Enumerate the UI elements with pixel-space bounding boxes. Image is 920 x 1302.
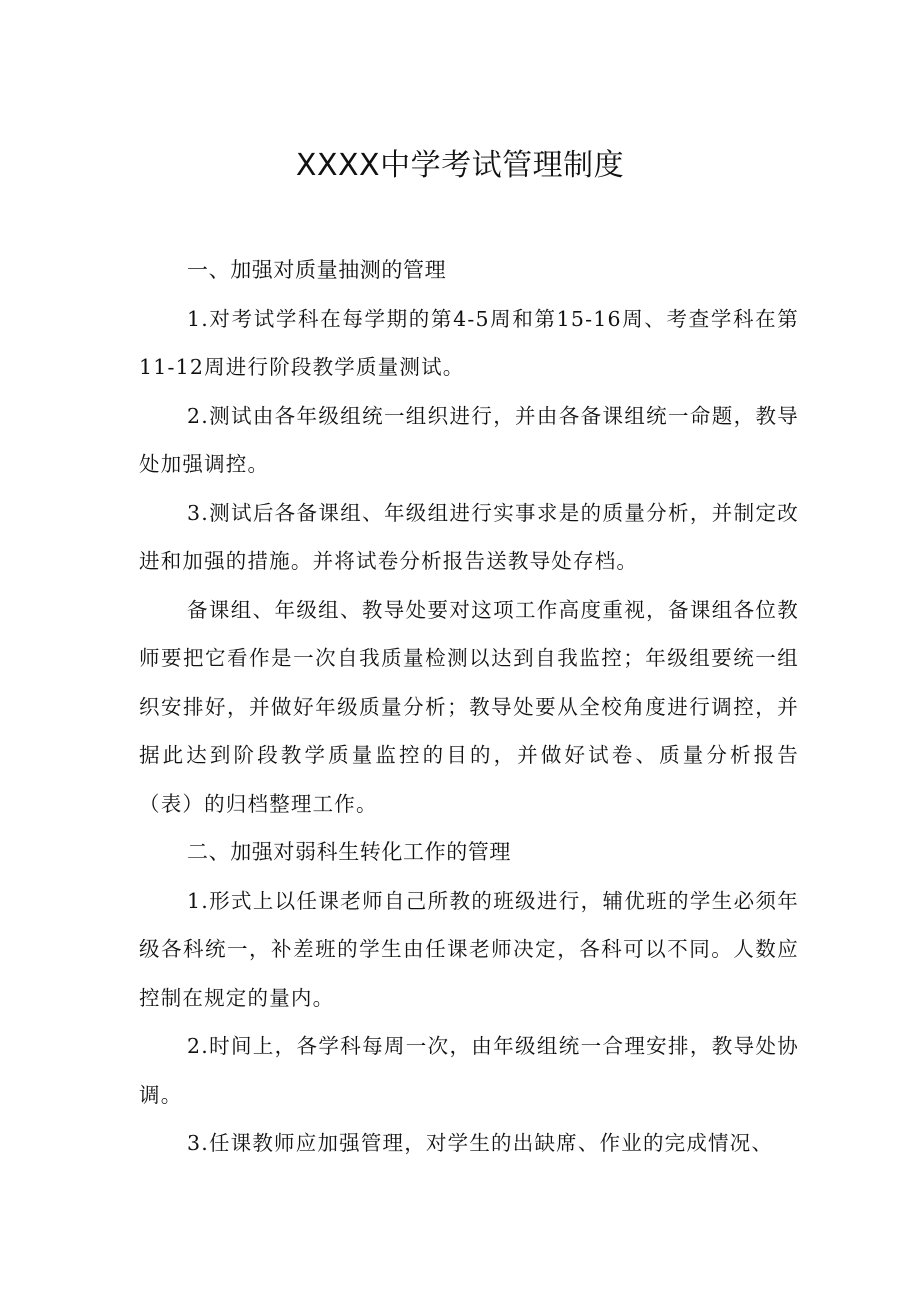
section-heading: 二、加强对弱科生转化工作的管理 — [187, 840, 511, 864]
document-body — [139, 246, 799, 1168]
paragraph: 1.对考试学科在每学期的第4-5周和第15-16周、考查学科在第11-12周进行阶段教学质量测试。 — [139, 306, 799, 379]
document-title: XXXX中学考试管理制度 — [295, 148, 625, 183]
paragraph: 2.时间上，各学科每周一次，由年级组统一合理安排，教导处协调。 — [139, 1034, 799, 1107]
paragraph: 1.形式上以任课老师自己所教的班级进行，辅优班的学生必须年级各科统一，补差班的学生由任课老师决定，各科可以不同。人数应控制在规定的量内。 — [139, 888, 799, 1010]
paragraph: 3.任课教师应加强管理，对学生的出缺席、作业的完成情况、 — [187, 1131, 774, 1155]
section-weak-students — [139, 828, 799, 1168]
section-heading: 一、加强对质量抽测的管理 — [187, 258, 447, 282]
paragraph: 2.测试由各年级组统一组织进行，并由各备课组统一命题，教导处加强调控。 — [139, 403, 799, 476]
paragraph: 备课组、年级组、教导处要对这项工作高度重视，备课组各位教师要把它看作是一次自我质量检测以达到自我监控；年级组要统一组织安排好，并做好年级质量分析；教导处要从全校角度进行调控，并据此达到阶段教学质量监控的目的，并做好试卷、质量分析报告（表）的归档整理工作。 — [139, 597, 799, 816]
section-quality-testing — [139, 246, 799, 828]
paragraph: 3.测试后各备课组、年级组进行实事求是的质量分析，并制定改进和加强的措施。并将试卷分析报告送教导处存档。 — [139, 500, 799, 573]
